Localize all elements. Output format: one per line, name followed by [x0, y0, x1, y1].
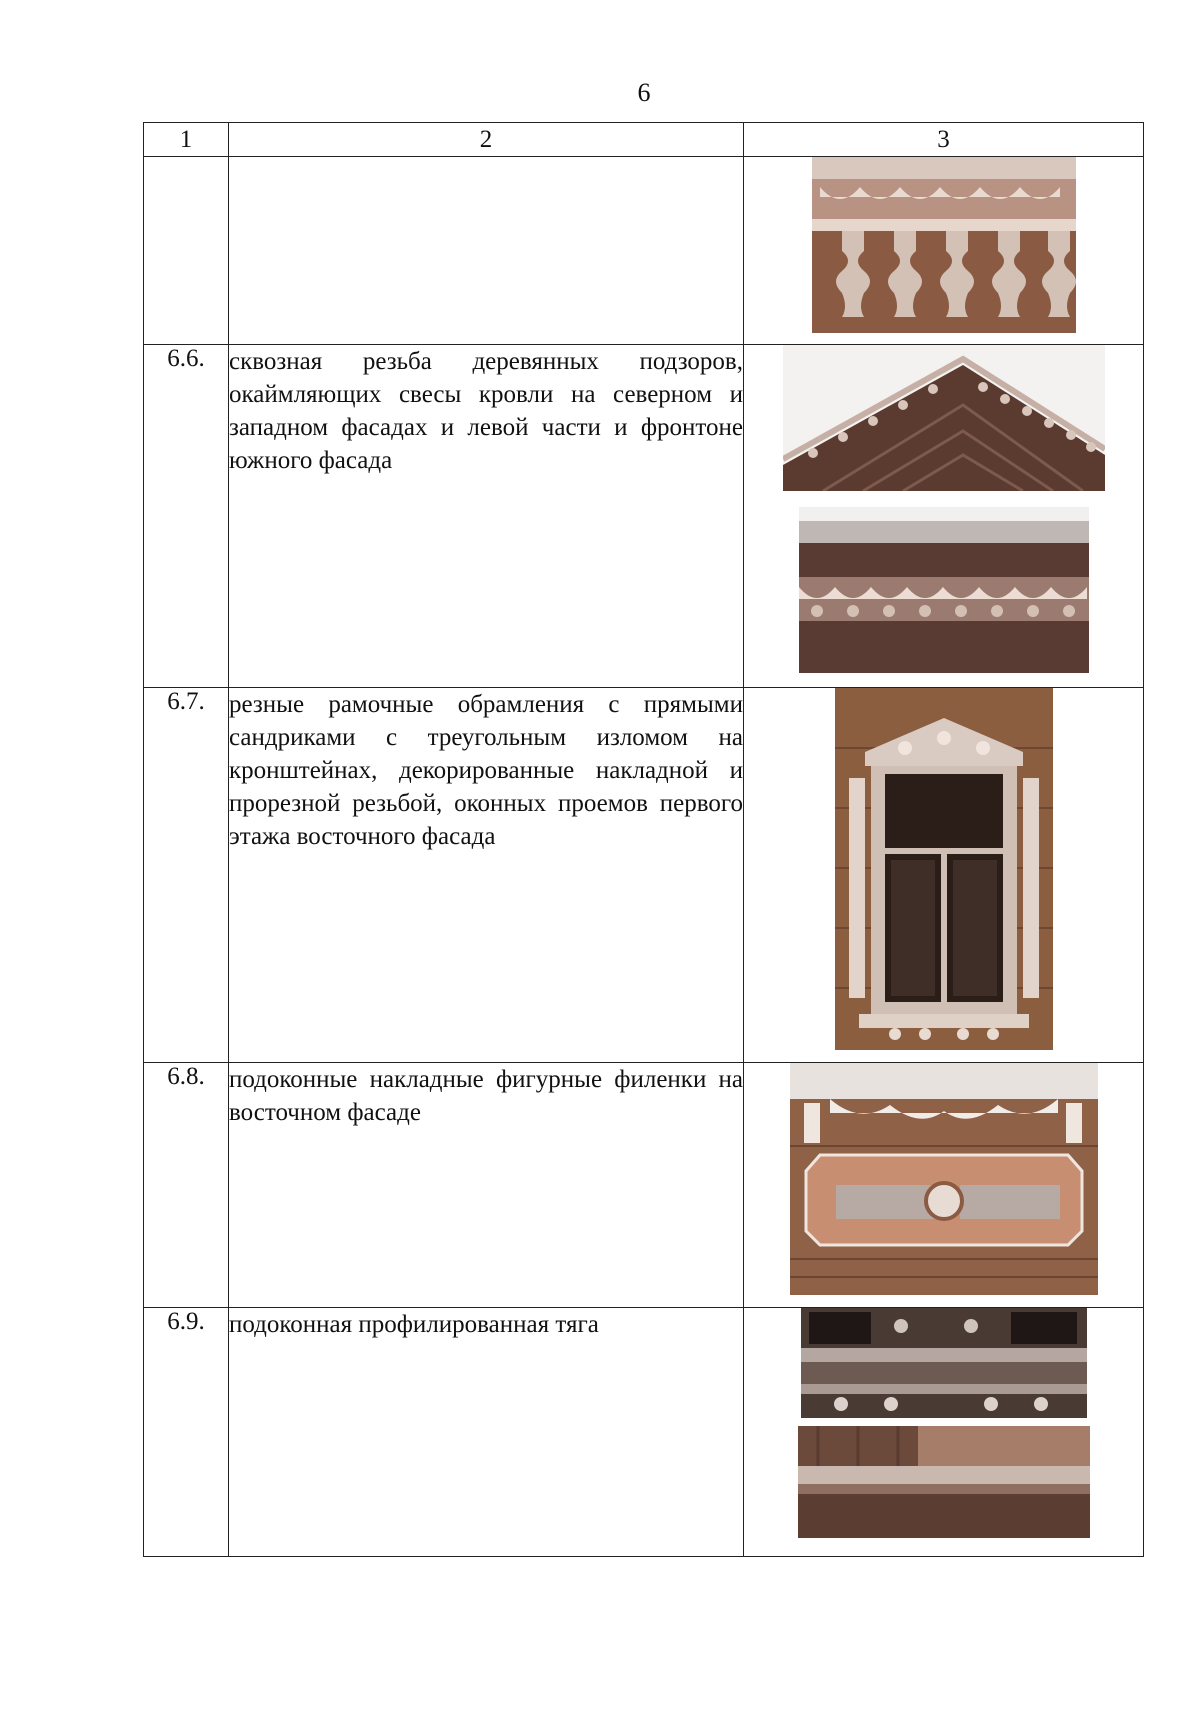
column-header-3: 3	[744, 123, 1144, 157]
table-header-row	[144, 123, 1144, 157]
row-photos	[744, 1063, 1144, 1308]
sill-molding-photo-bottom	[798, 1426, 1090, 1538]
row-number: 6.6.	[144, 345, 229, 688]
gable-valance-photo	[783, 345, 1105, 491]
heritage-elements-table	[143, 122, 1144, 1557]
table-row	[144, 688, 1144, 1063]
column-header-1: 1	[144, 123, 229, 157]
eaves-bracket-carving-photo	[812, 157, 1076, 333]
window-frame-photo	[835, 688, 1053, 1050]
row-description: резные рамочные обрамления с прямыми сандриками с треугольным изломом на кронштейнах, декорированные накладной и прорезной резьбой, оконных проемов первого этажа восточного фасада	[229, 688, 744, 1063]
row-number	[144, 157, 229, 345]
table-row	[144, 345, 1144, 688]
eaves-valance-photo	[799, 507, 1089, 673]
row-photos	[744, 1308, 1144, 1557]
row-photos	[744, 157, 1144, 345]
page-number: 6	[637, 78, 651, 107]
row-description	[229, 157, 744, 345]
row-photos	[744, 345, 1144, 688]
row-number: 6.7.	[144, 688, 229, 1063]
table-row	[144, 157, 1144, 345]
row-description: подоконная профилированная тяга	[229, 1308, 744, 1557]
table-row	[144, 1063, 1144, 1308]
table-row	[144, 1308, 1144, 1557]
row-photos	[744, 688, 1144, 1063]
sill-panel-photo	[790, 1063, 1098, 1295]
column-header-2: 2	[229, 123, 744, 157]
row-description: подоконные накладные фигурные филенки на восточном фасаде	[229, 1063, 744, 1308]
row-number: 6.9.	[144, 1308, 229, 1557]
sill-molding-photo-top	[801, 1308, 1087, 1418]
row-description: сквозная резьба деревянных подзоров, окаймляющих свесы кровли на северном и западном фасадах и левой части и фронтоне южного фасада	[229, 345, 744, 688]
row-number: 6.8.	[144, 1063, 229, 1308]
